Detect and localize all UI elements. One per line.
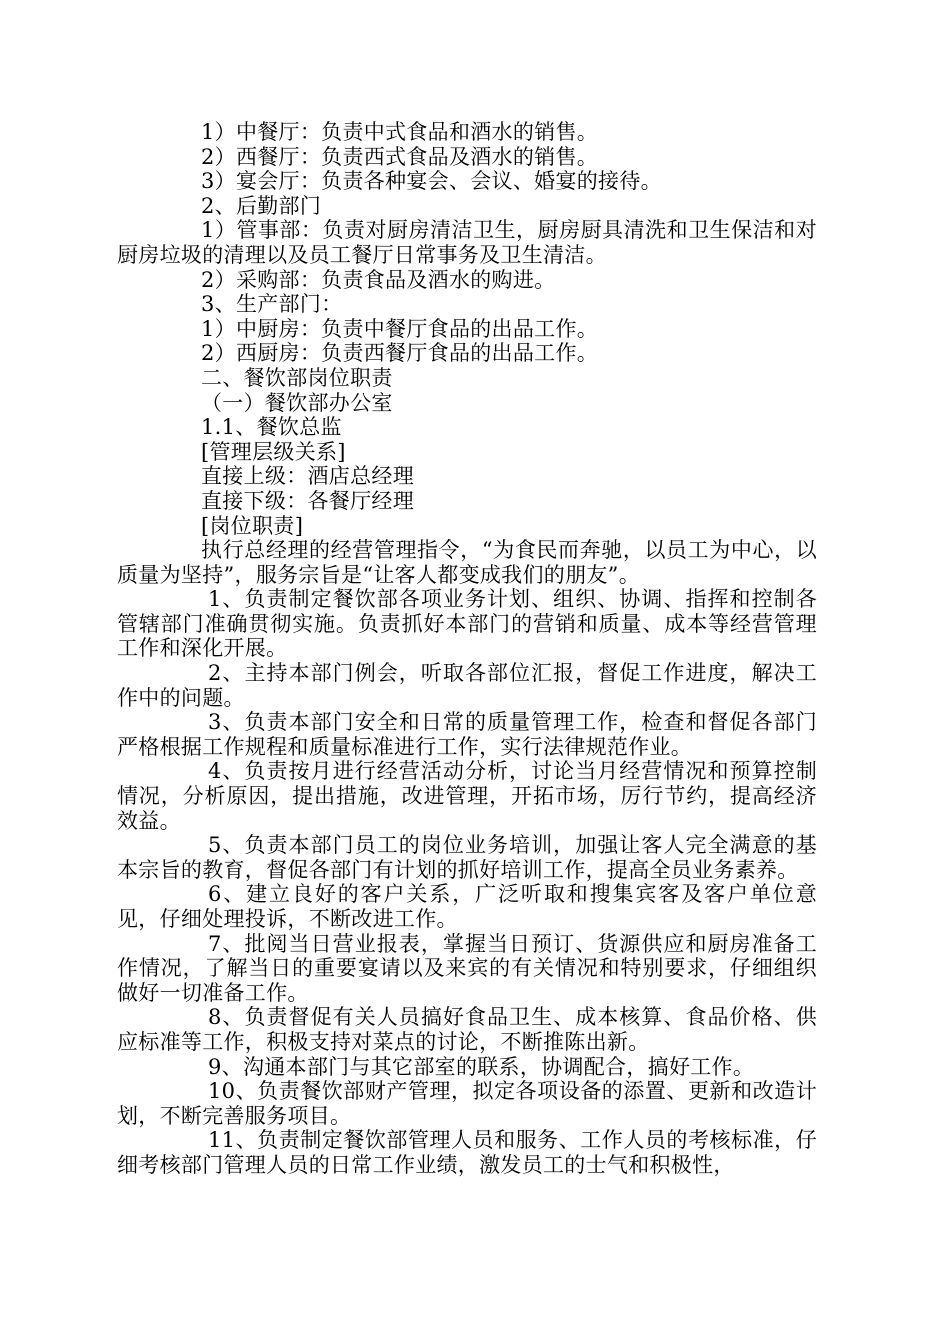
duty-item-4: 4、负责按月进行经营活动分析，讨论当月经营情况和预算控制情况，分析原因，提出措施，改进管理，开拓市场，厉行节约，提高经济效益。 [117,759,817,833]
paragraph-western-restaurant: 2）西餐厅：负责西式食品及酒水的销售。 [201,144,599,169]
duty-item-9: 9、沟通本部门与其它部室的联系，协调配合，搞好工作。 [208,1054,755,1079]
label-job-duties: [岗位职责] [201,513,304,538]
heading-production-department: 3、生产部门： [201,292,343,317]
label-management-hierarchy: [管理层级关系] [201,439,346,464]
paragraph-chinese-kitchen: 1）中厨房：负责中餐厅食品的出品工作。 [201,316,599,341]
duty-item-2: 2、主持本部门例会，听取各部位汇报，督促工作进度，解决工作中的问题。 [117,661,817,710]
duty-item-10: 10、负责餐饮部财产管理，拟定各项设备的添置、更新和改造计划，不断完善服务项目。 [117,1079,817,1128]
heading-logistics-department: 2、后勤部门 [201,193,322,218]
duty-item-8: 8、负责督促有关人员搞好食品卫生、成本核算、食品价格、供应标准等工作，积极支持对菜点的讨论，不断推陈出新。 [117,1005,817,1054]
duty-item-11: 11、负责制定餐饮部管理人员和服务、工作人员的考核标准，仔细考核部门管理人员的日常工作业绩，激发员工的士气和积极性， [117,1128,817,1177]
duty-item-5: 5、负责本部门员工的岗位业务培训，加强让客人完全满意的基本宗旨的教育，督促各部门有计划的抓好培训工作，提高全员业务素养。 [117,833,817,882]
paragraph-purchasing: 2）采购部：负责食品及酒水的购进。 [201,267,556,292]
duty-item-7: 7、批阅当日营业报表，掌握当日预订、货源供应和厨房准备工作情况，了解当日的重要宴请以及来宾的有关情况和特别要求，仔细组织做好一切准备工作。 [117,931,817,1005]
duty-item-1: 1、负责制定餐饮部各项业务计划、组织、协调、指挥和控制各管辖部门准确贯彻实施。负责抓好本部门的营销和质量、成本等经营管理工作和深化开展。 [117,587,817,661]
paragraph-banquet-hall: 3）宴会厅：负责各种宴会、会议、婚宴的接待。 [201,169,662,194]
section-heading-job-duties: 二、餐饮部岗位职责 [201,365,393,390]
duty-item-6: 6、建立良好的客户关系，广泛听取和搜集宾客及客户单位意见，仔细处理投诉，不断改进工作。 [117,882,817,931]
paragraph-mission: 执行总经理的经营管理指令，“为食民而奔驰，以员工为中心，以质量为坚持”，服务宗旨是“让客人都变成我们的朋友”。 [117,538,817,587]
paragraph-chinese-restaurant: 1）中餐厅：负责中式食品和酒水的销售。 [201,120,599,144]
paragraph-stewarding: 1）管事部：负责对厨房清洁卫生，厨房厨具清洗和卫生保洁和对厨房垃圾的清理以及员工餐厅日常事务及卫生清洁。 [117,218,817,267]
paragraph-direct-superior: 直接上级：酒店总经理 [201,464,414,489]
paragraph-western-kitchen: 2）西厨房：负责西餐厅食品的出品工作。 [201,341,599,366]
duty-item-3: 3、负责本部门安全和日常的质量管理工作，检查和督促各部门严格根据工作规程和质量标准进行工作，实行法律规范作业。 [117,710,817,759]
subsection-heading-office: （一）餐饮部办公室 [201,390,393,415]
document-body [117,120,817,1178]
paragraph-direct-subordinates: 直接下级：各餐厅经理 [201,488,414,513]
position-heading-fb-director: 1.1、餐饮总监 [201,415,342,440]
